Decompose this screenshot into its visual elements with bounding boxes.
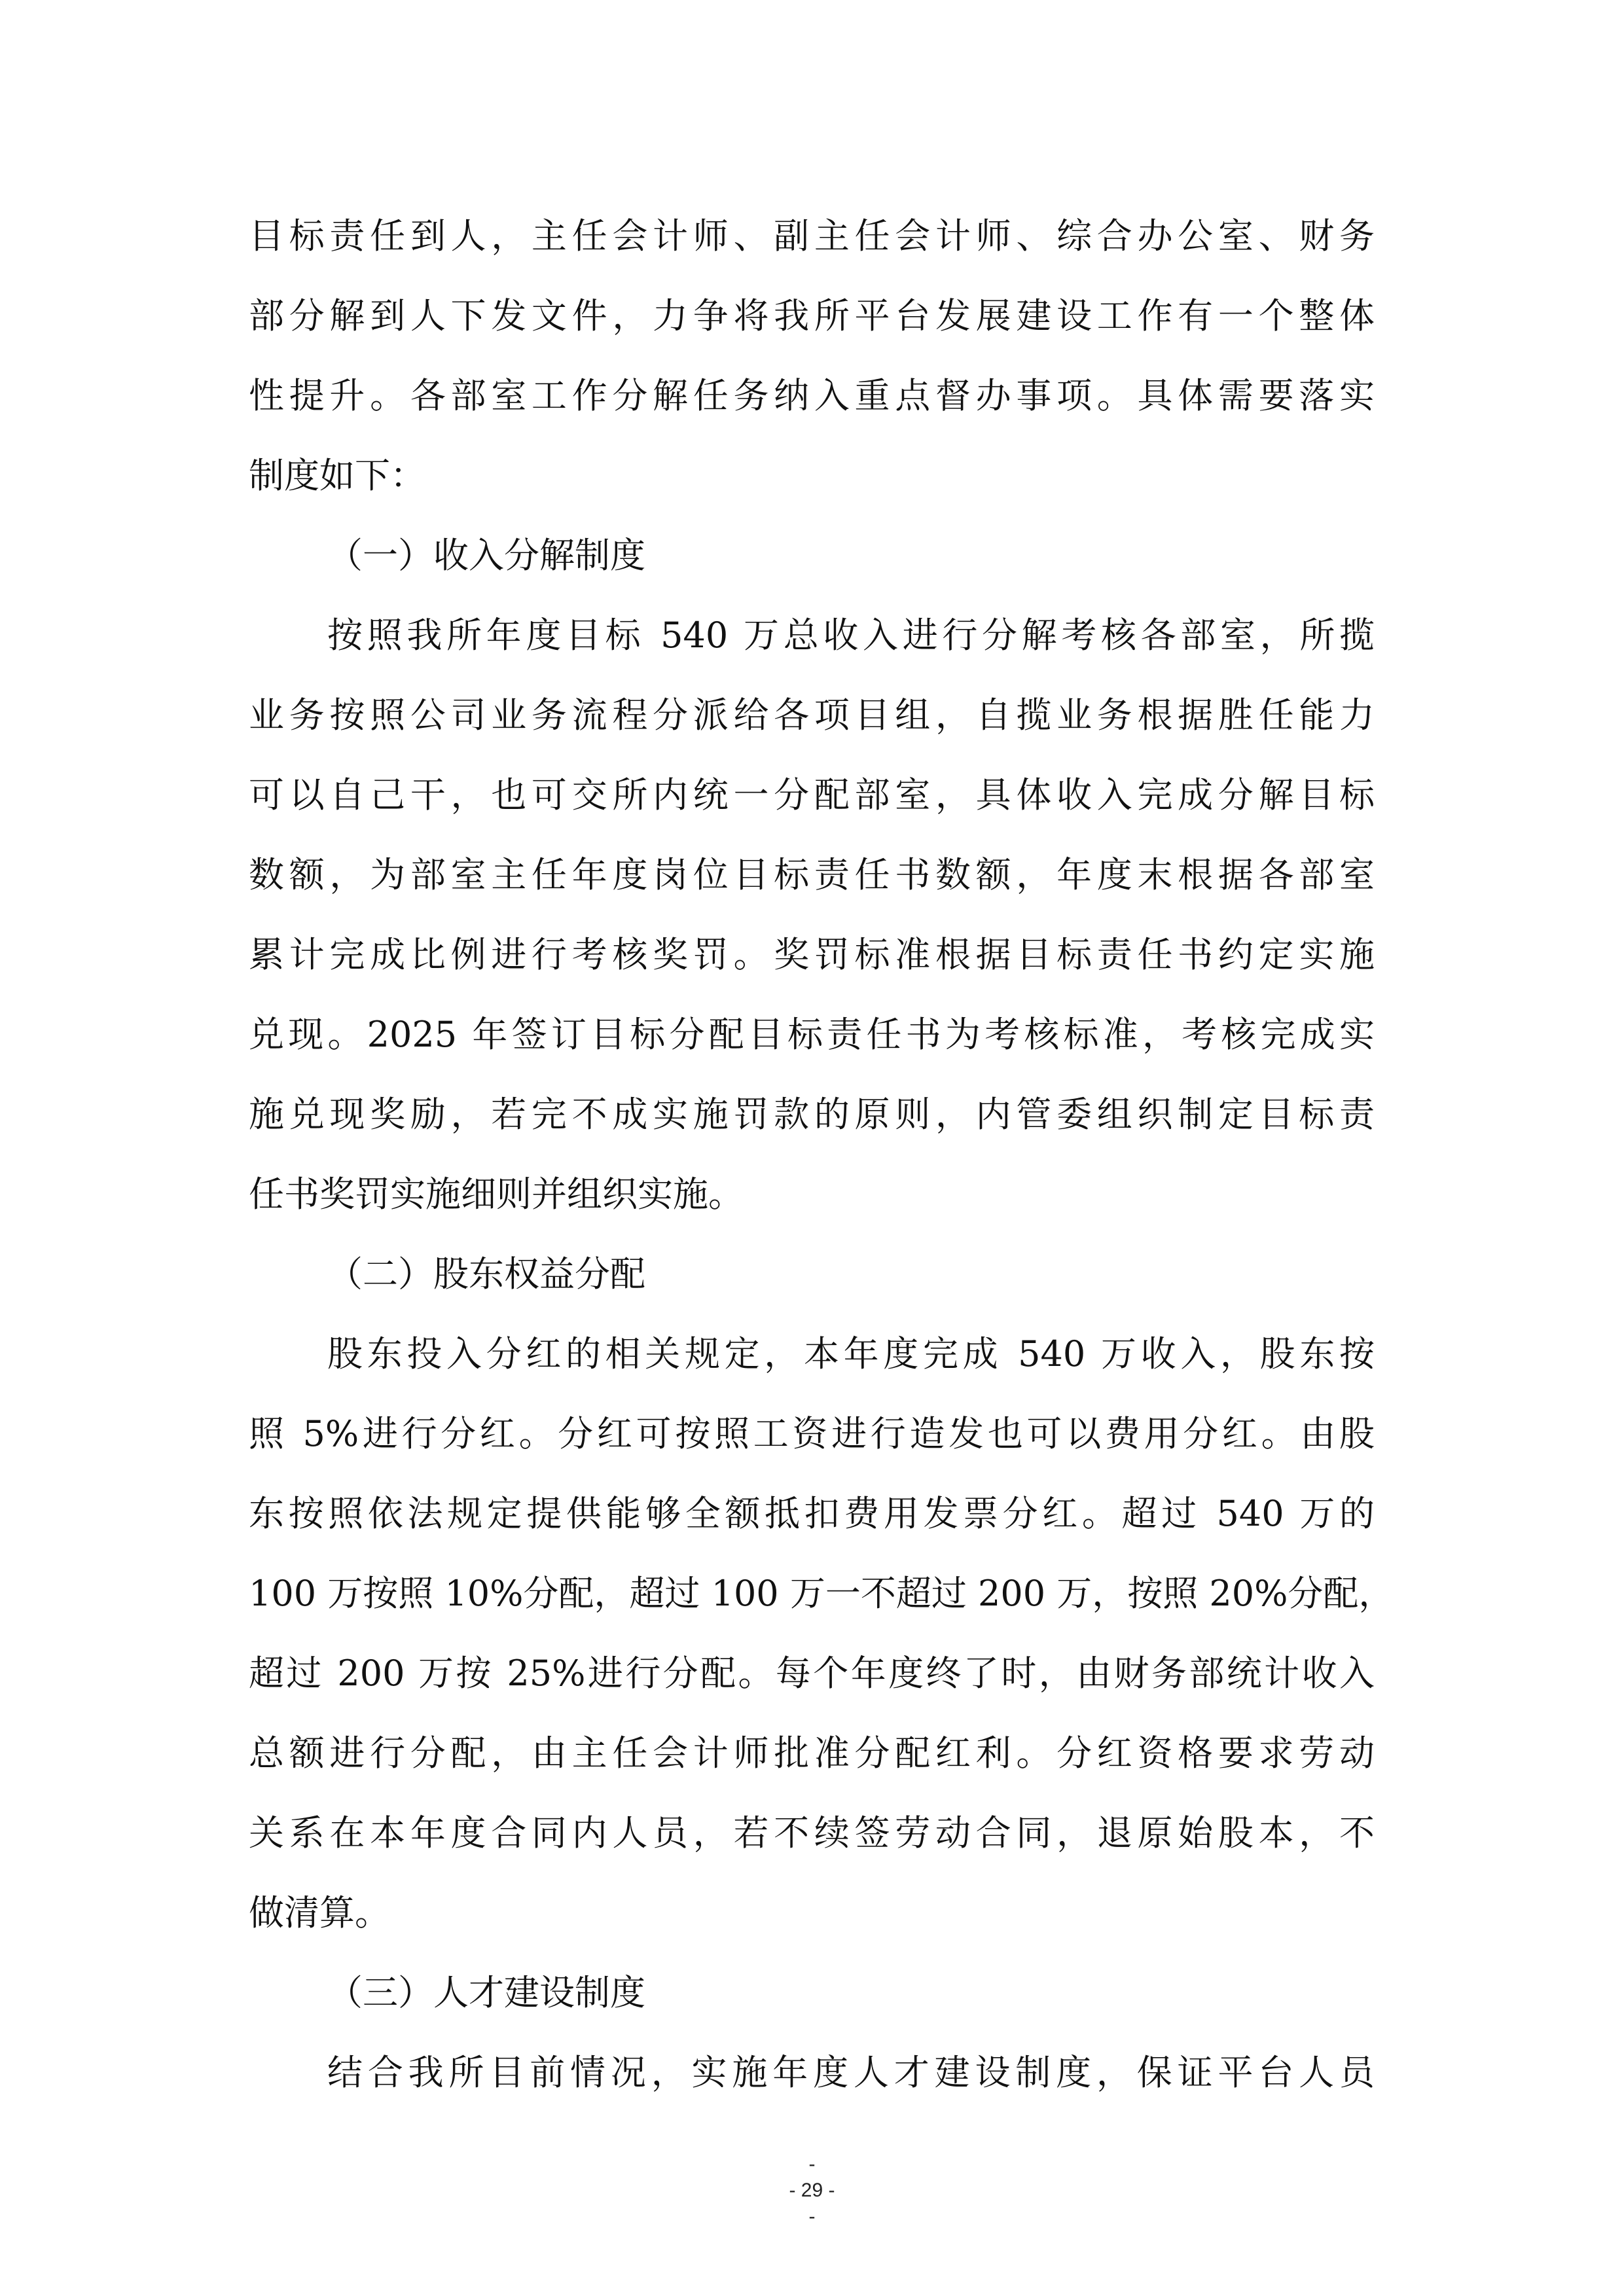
paragraph-line: 业务按照公司业务流程分派给各项目组，自揽业务根据胜任能力 <box>249 694 1375 736</box>
paragraph-line: 累计完成比例进行考核奖罚。奖罚标准根据目标责任书约定实施 <box>249 934 1375 975</box>
paragraph-line: 目标责任到人，主任会计师、副主任会计师、综合办公室、财务 <box>249 215 1375 257</box>
paragraph-line: 可以自己干，也可交所内统一分配部室，具体收入完成分解目标 <box>249 774 1375 816</box>
paragraph-line: 制度如下： <box>249 455 425 496</box>
paragraph-line: 总额进行分配，由主任会计师批准分配红利。分红资格要求劳动 <box>249 1732 1375 1774</box>
paragraph-line: 性提升。各部室工作分解任务纳入重点督办事项。具体需要落实 <box>249 375 1375 416</box>
paragraph-line: 100 万按照 10%分配，超过 100 万一不超过 200 万，按照 20%分配， <box>249 1573 1394 1614</box>
section-heading-2: （二）股东权益分配 <box>327 1253 645 1295</box>
paragraph-line: 照 5%进行分红。分红可按照工资进行造发也可以费用分红。由股 <box>249 1413 1375 1454</box>
paragraph-line: 数额，为部室主任年度岗位目标责任书数额，年度末根据各部室 <box>249 854 1375 895</box>
paragraph-line: 股东投入分红的相关规定，本年度完成 540 万收入，股东按 <box>327 1333 1375 1374</box>
paragraph-line: 按照我所年度目标 540 万总收入进行分解考核各部室，所揽 <box>327 615 1375 656</box>
section-heading-3: （三）人才建设制度 <box>327 1972 645 2013</box>
section-heading-1: （一）收入分解制度 <box>327 535 645 576</box>
paragraph-line: 超过 200 万按 25%进行分配。每个年度终了时，由财务部统计收入 <box>249 1653 1375 1694</box>
document-body <box>249 196 1394 2113</box>
footer-dash-top: - <box>808 2153 816 2175</box>
paragraph-line: 东按照依法规定提供能够全额抵扣费用发票分红。超过 540 万的 <box>249 1493 1375 1534</box>
paragraph-line: 兑现。2025 年签订目标分配目标责任书为考核标准，考核完成实 <box>249 1014 1375 1055</box>
paragraph-line: 施兑现奖励，若完不成实施罚款的原则，内管委组织制定目标责 <box>249 1094 1375 1135</box>
footer-dash-bottom: - <box>808 2206 816 2227</box>
paragraph-line: 结合我所目前情况，实施年度人才建设制度，保证平台人员 <box>327 2052 1375 2093</box>
paragraph-line: 关系在本年度合同内人员，若不续签劳动合同，退原始股本，不 <box>249 1812 1375 1854</box>
page-number: - 29 - <box>789 2179 835 2201</box>
paragraph-line: 任书奖罚实施细则并组织实施。 <box>249 1174 744 1215</box>
paragraph-line: 部分解到人下发文件，力争将我所平台发展建设工作有一个整体 <box>249 295 1375 336</box>
paragraph-line: 做清算。 <box>249 1892 390 1933</box>
